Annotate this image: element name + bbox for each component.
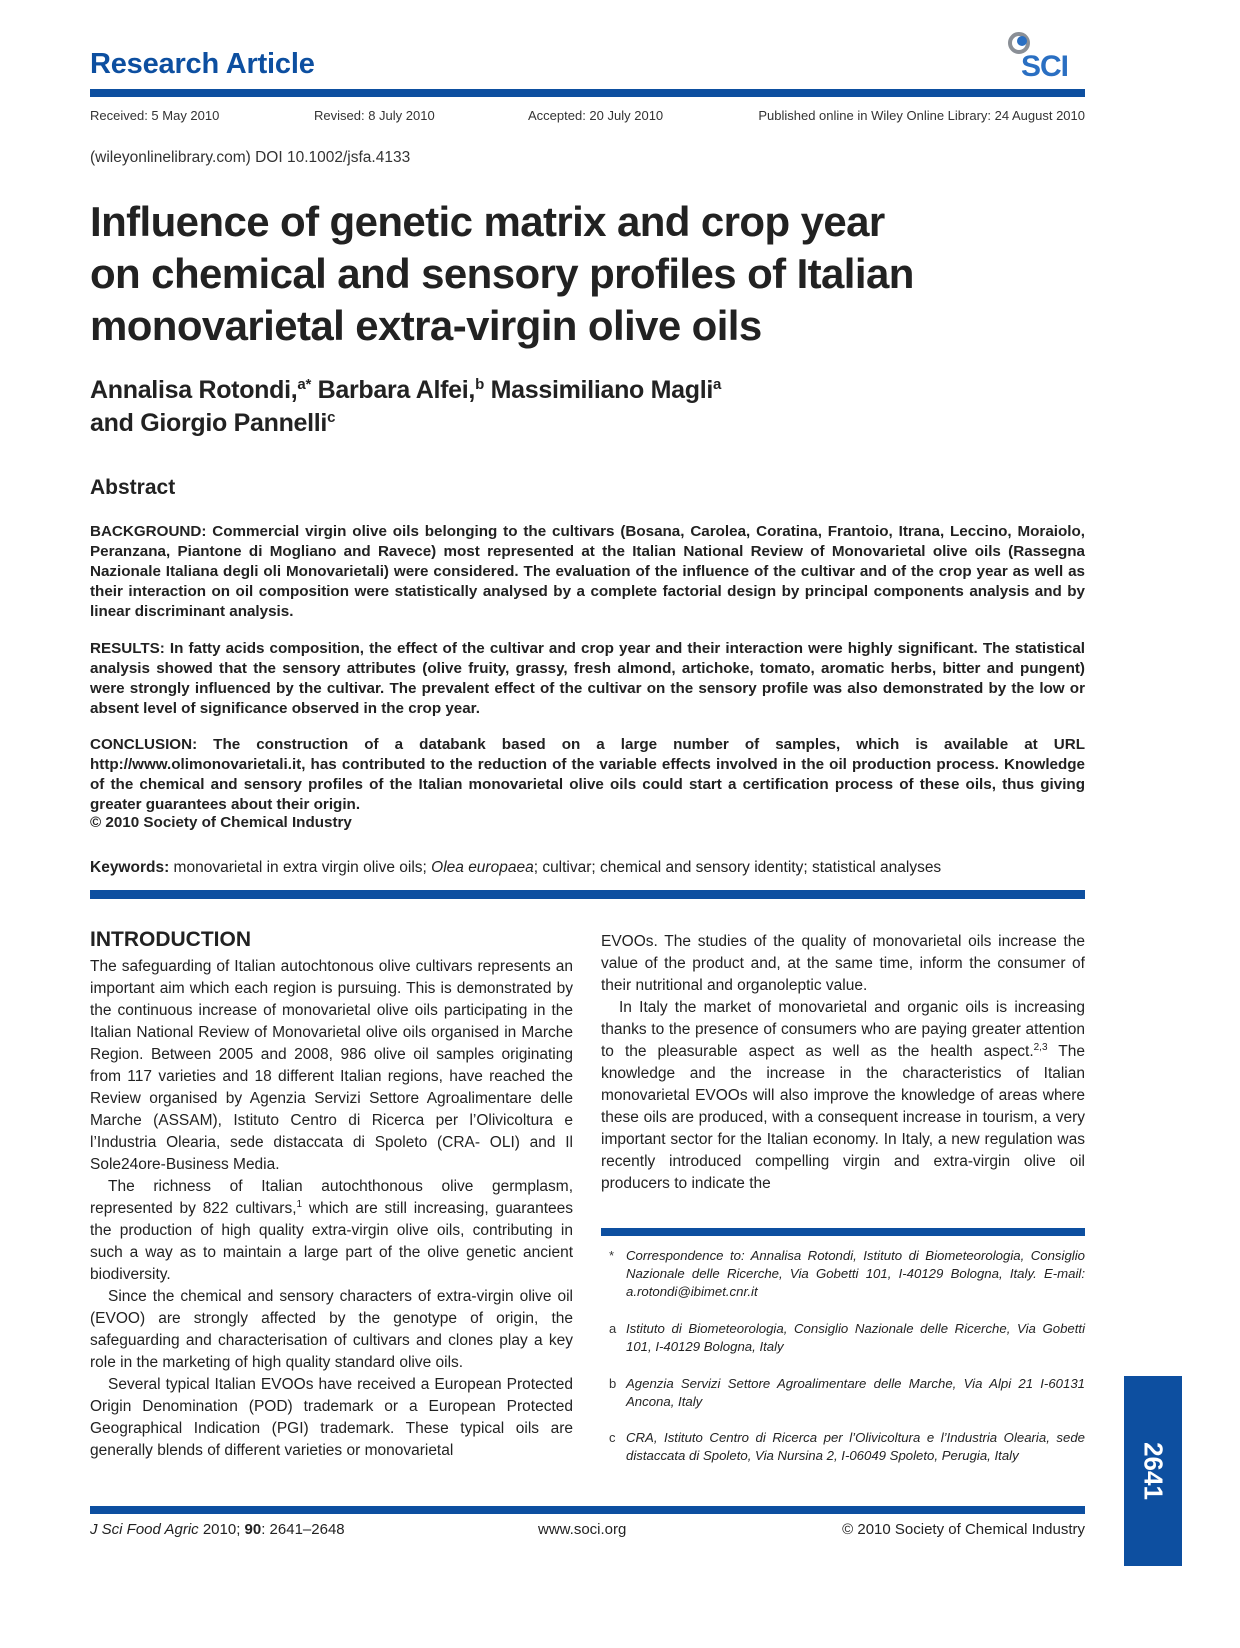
keywords <box>90 859 941 877</box>
journal-year: 2010; <box>198 1521 245 1538</box>
doi: (wileyonlinelibrary.com) DOI 10.1002/jsfa.4133 <box>90 149 411 166</box>
footer-rule <box>90 1506 1085 1514</box>
logo-dot-icon <box>1017 36 1027 46</box>
paragraph <box>601 997 1085 1195</box>
received-date: Received: 5 May 2010 <box>90 108 220 123</box>
footnote-affiliation-b <box>601 1375 1085 1411</box>
paragraph: Several typical Italian EVOOs have received a European Protected Origin Denomination (POD) trademark or a European Protected Geographical Indication (PGI) trademark. These typical oils are generally blends of different varieties or monovarietal <box>90 1376 573 1459</box>
author-affiliation-mark: a* <box>297 376 311 393</box>
paragraph: The safeguarding of Italian autochtonous olive cultivars represents an important aim which each region is pursuing. This is demonstrated by the continuous increase of monovarietal olive oils participating in the Italian National Review of Monovarietal olive oils organised in Marche Region. Between 2005 and 2008, 986 olive oil samples originating from 117 varieties and 18 different Italian regions, have reached the Review organised by Agenzia Servizi Settore Agroalimentare delle Marche (ASSAM), Istituto Centro di Ricerca per l’Olivicoltura e l’Industria Olearia, sede distaccata di Spoleto (CRA- OLI) and Il Sole24ore-Business Media. <box>90 958 573 1173</box>
footnote-correspondence <box>601 1247 1085 1301</box>
footnote-mark: c <box>609 1430 616 1445</box>
page-number-tab <box>1124 1376 1182 1566</box>
keyword-text: ; cultivar; chemical and sensory identity; statistical analyses <box>533 859 942 876</box>
footnote-text: CRA, Istituto Centro di Ricerca per l’Olivicoltura e l’Industria Olearia, sede distaccata di Spoleto, Via Nursina 2, I-06049 Spoleto, Perugia, Italy <box>626 1430 1085 1463</box>
journal-pages: : 2641–2648 <box>261 1521 345 1538</box>
citation-mark: 1 <box>296 1199 303 1210</box>
article-type: Research Article <box>90 48 315 80</box>
paragraph <box>90 1176 573 1286</box>
accepted-date: Accepted: 20 July 2010 <box>528 108 664 123</box>
footnote-mark: b <box>609 1376 617 1391</box>
left-column <box>90 956 573 1462</box>
footnote-mark: * <box>609 1248 615 1263</box>
abstract-rule <box>90 890 1085 899</box>
title-line: monovarietal extra-virgin olive oils <box>90 302 762 349</box>
footnote-affiliation-a <box>601 1320 1085 1356</box>
keyword-italic: Olea europaea <box>431 859 534 876</box>
title-line: Influence of genetic matrix and crop year <box>90 198 885 245</box>
title-line: on chemical and sensory profiles of Italian <box>90 250 914 297</box>
footnote-text: Correspondence to: Annalisa Rotondi, Istituto di Biometeorologia, Consiglio Nazionale delle Ricerche, Via Gobetti 101, I-40129 Bologna, Italy. E-mail: a.rotondi@ibimet.cnr.it <box>626 1248 1085 1299</box>
abstract-background: BACKGROUND: Commercial virgin olive oils belonging to the cultivars (Bosana, Carolea, Coratina, Frantoio, Itrana, Leccino, Moraiolo, Peranzana, Piantone di Mogliano and Ravece) most represented at the Italian National Review of Monovarietal olive oils (Rassegna Nazionale Italiana degli oli Monovarietali) were considered. The evaluation of the influence of the cultivar and of the crop year as well as their interaction on oil composition were statistically analysed by a complete factorial design by principal components analysis and by linear discriminant analysis. <box>90 523 1085 620</box>
journal-volume: 90 <box>244 1521 262 1538</box>
published-date: Published online in Wiley Online Library: 24 August 2010 <box>758 108 1085 123</box>
author-name: and Giorgio Pannelli <box>90 409 328 437</box>
paragraph-text: In Italy the market of monovarietal and organic oils is increasing thanks to the presence of consumers who are paying greater attention to the pleasurable aspect as well as the health aspect. <box>601 999 1085 1060</box>
journal-citation <box>90 1521 345 1538</box>
footnote-mark: a <box>609 1321 617 1336</box>
footer-copyright: © 2010 Society of Chemical Industry <box>842 1521 1085 1538</box>
author-name: Barbara Alfei, <box>311 376 476 404</box>
paragraph-text: The knowledge and the increase in the characteristics of Italian monovarietal EVOOs will also improve the knowledge of areas where these oils are produced, with a consequent increase in tourism, a very important sector for the Italian economy. In Italy, a new regulation was recently introduced compelling virgin and extra-virgin olive oil producers to indicate the <box>601 1043 1085 1192</box>
website-link[interactable]: www.soci.org <box>538 1521 627 1538</box>
citation-mark: 2,3 <box>1033 1042 1048 1053</box>
revised-date: Revised: 8 July 2010 <box>314 108 435 123</box>
footnote-text: Agenzia Servizi Settore Agroalimentare delle Marche, Via Alpi 21 I-60131 Ancona, Italy <box>626 1376 1085 1409</box>
keywords-label: Keywords: <box>90 859 170 876</box>
footnote-affiliation-c <box>601 1429 1085 1465</box>
keyword-text: monovarietal in extra virgin olive oils; <box>169 859 432 876</box>
page-number: 2641 <box>1138 1442 1169 1500</box>
paragraph: Since the chemical and sensory characters of extra-virgin olive oil (EVOO) are strongly affected by the genotype of origin, the safeguarding and characterisation of cultivars and clones play a key role in the marketing of high quality standard olive oils. <box>90 1288 573 1371</box>
author-affiliation-mark: b <box>475 376 484 393</box>
author-affiliation-mark: a <box>713 376 722 393</box>
logo-text: SCI <box>1021 50 1069 83</box>
author-name: Massimiliano Magli <box>483 376 714 404</box>
footnote-text: Istituto di Biometeorologia, Consiglio Nazionale delle Ricerche, Via Gobetti 101, I-40129 Bologna, Italy <box>626 1321 1085 1354</box>
right-column <box>601 931 1085 1195</box>
abstract-conclusion: CONCLUSION: The construction of a databank based on a large number of samples, which is available at URL http://www.olimonovarietali.it, has contributed to the reduction of the variable effects involved in the oil production process. Knowledge of the chemical and sensory profiles of the Italian monovarietal olive oils could start a certification process of these oils, thus giving greater guarantees about their origin. <box>90 736 1085 813</box>
author-list <box>90 374 1090 440</box>
abstract-results: RESULTS: In fatty acids composition, the effect of the cultivar and crop year and their interaction were highly significant. The statistical analysis showed that the sensory attributes (olive fruity, grassy, fresh almond, artichoke, tomato, aromatic herbs, bitter and pungent) were strongly influenced by the cultivar. The prevalent effect of the cultivar on the sensory profile was also demonstrated by the low or absent level of significance observed in the crop year. <box>90 640 1085 717</box>
footnote-rule <box>601 1228 1085 1236</box>
paragraph-text: which are still increasing, guarantees the production of high quality extra-virgin olive oils, contributing in such a way as to maintain a large part of the olive genetic ancient biodiversity. <box>90 1200 574 1283</box>
author-affiliation-mark: c <box>327 409 336 426</box>
abstract-copyright: © 2010 Society of Chemical Industry <box>90 814 352 831</box>
journal-name: J Sci Food Agric <box>90 1521 199 1538</box>
article-title <box>90 196 1090 352</box>
sci-logo <box>1004 30 1088 82</box>
abstract-heading: Abstract <box>90 476 176 499</box>
paragraph: EVOOs. The studies of the quality of monovarietal oils increase the value of the product and, at the same time, inform the consumer of their nutritional and organoleptic value. <box>601 933 1085 994</box>
introduction-heading: INTRODUCTION <box>90 928 251 951</box>
paragraph-text: The richness of Italian autochthonous olive germplasm, represented by 822 cultivars, <box>90 1178 573 1217</box>
author-name: Annalisa Rotondi, <box>90 376 298 404</box>
header-rule <box>90 89 1085 97</box>
